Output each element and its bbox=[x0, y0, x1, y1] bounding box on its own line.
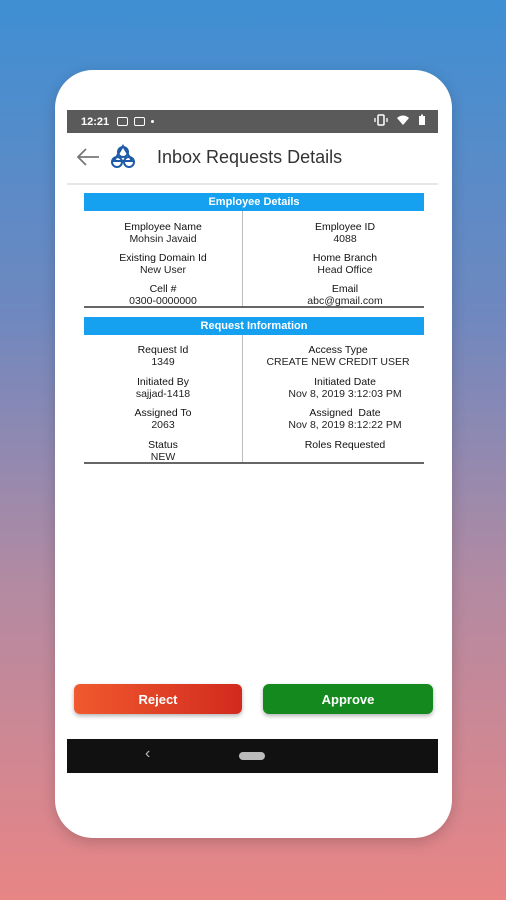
request-information-header: Request Information bbox=[84, 317, 424, 335]
column-divider bbox=[242, 335, 243, 462]
field-label: Email bbox=[331, 283, 359, 295]
initiated-date-field bbox=[266, 376, 424, 400]
field-label: Initiated By bbox=[137, 376, 189, 388]
gallery-notification-icon bbox=[117, 117, 128, 126]
nav-back-button[interactable]: ‹ bbox=[145, 745, 151, 762]
app-screen bbox=[67, 110, 438, 773]
app-bar bbox=[67, 133, 438, 185]
message-notification-icon bbox=[134, 117, 145, 126]
field-value: CREATE NEW CREDIT USER bbox=[266, 356, 410, 368]
notification-icons bbox=[117, 117, 154, 126]
status-field bbox=[84, 439, 242, 463]
assigned-date-field bbox=[266, 407, 424, 431]
field-label: Existing Domain Id bbox=[119, 252, 207, 264]
column-divider bbox=[242, 211, 243, 306]
field-value: 2063 bbox=[151, 419, 175, 431]
field-value: NEW bbox=[150, 451, 176, 463]
field-label: Access Type bbox=[308, 344, 368, 356]
page-title: Inbox Requests Details bbox=[157, 147, 343, 167]
field-label: Assigned To bbox=[134, 407, 192, 419]
field-label: Status bbox=[148, 439, 178, 451]
status-time: 12:21 bbox=[81, 115, 110, 128]
back-arrow-icon[interactable] bbox=[75, 145, 101, 169]
company-logo-icon bbox=[109, 143, 137, 171]
field-label: Roles Requested bbox=[304, 439, 386, 451]
request-information-grid bbox=[84, 335, 424, 464]
field-label: Employee Name bbox=[124, 221, 202, 233]
cell-number-field bbox=[84, 283, 242, 307]
assigned-to-field bbox=[84, 407, 242, 431]
employee-id-field bbox=[266, 221, 424, 245]
status-bar bbox=[67, 110, 438, 133]
battery-icon bbox=[418, 114, 426, 126]
home-branch-field bbox=[266, 252, 424, 276]
employee-details-header: Employee Details bbox=[84, 193, 424, 211]
system-nav-bar bbox=[67, 739, 438, 773]
existing-domain-id-field bbox=[84, 252, 242, 276]
field-value: abc@gmail.com bbox=[307, 295, 383, 307]
vibrate-icon bbox=[374, 114, 388, 126]
field-value: sajjad-1418 bbox=[135, 388, 191, 400]
request-id-field bbox=[84, 344, 242, 368]
more-notifications-icon bbox=[151, 120, 154, 123]
nav-home-pill[interactable] bbox=[239, 752, 265, 760]
field-value: 1349 bbox=[151, 356, 175, 368]
field-label: Employee ID bbox=[314, 221, 376, 233]
access-type-field bbox=[252, 344, 424, 368]
field-value: Head Office bbox=[317, 264, 373, 276]
roles-requested-field bbox=[266, 439, 424, 451]
employee-details-grid bbox=[84, 211, 424, 308]
email-field bbox=[266, 283, 424, 307]
approve-button[interactable]: Approve bbox=[263, 684, 433, 714]
field-label: Home Branch bbox=[312, 252, 378, 264]
field-label: Request Id bbox=[137, 344, 189, 356]
field-value: New User bbox=[139, 264, 187, 276]
system-icons bbox=[374, 114, 426, 126]
field-label: Initiated Date bbox=[314, 376, 376, 388]
field-value: 0300-0000000 bbox=[129, 295, 197, 307]
field-label: Cell # bbox=[149, 283, 177, 295]
field-value: Mohsin Javaid bbox=[129, 233, 197, 245]
employee-name-field bbox=[84, 221, 242, 245]
initiated-by-field bbox=[84, 376, 242, 400]
phone-frame bbox=[55, 70, 452, 838]
field-label: Assigned Date bbox=[309, 407, 381, 419]
field-value: 4088 bbox=[333, 233, 357, 245]
wifi-icon bbox=[396, 114, 410, 126]
reject-button[interactable]: Reject bbox=[74, 684, 242, 714]
field-value: Nov 8, 2019 8:12:22 PM bbox=[288, 419, 402, 431]
field-value: Nov 8, 2019 3:12:03 PM bbox=[288, 388, 402, 400]
